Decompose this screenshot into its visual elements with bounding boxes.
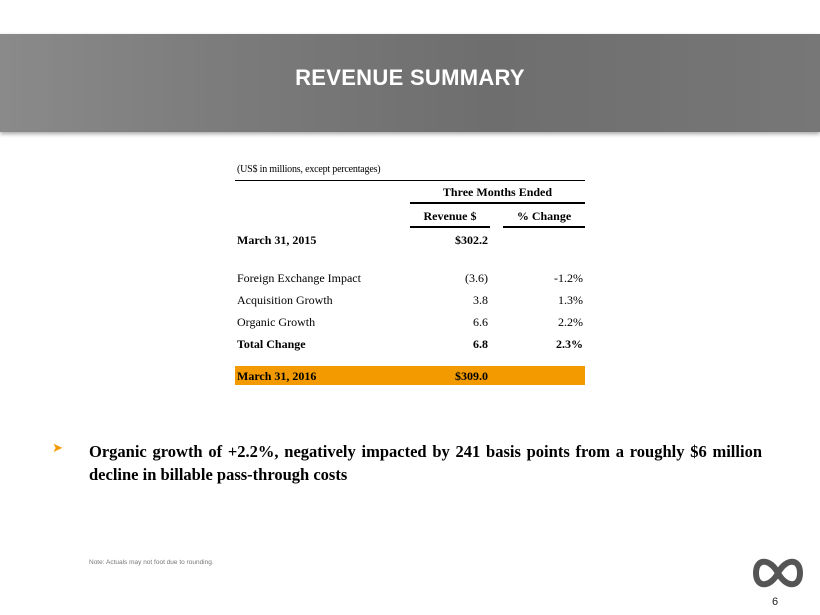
footnote: Note: Actuals may not foot due to rounding. xyxy=(89,559,214,566)
row-revenue: (3.6) xyxy=(465,271,488,285)
row-label: Total Change xyxy=(237,337,306,351)
three-months-ended-header: Three Months Ended xyxy=(410,185,585,204)
row-pct: 2.3% xyxy=(556,337,583,351)
row-label: March 31, 2016 xyxy=(237,369,317,383)
table-column-headers xyxy=(235,203,585,229)
row-label: Organic Growth xyxy=(237,315,316,329)
row-pct: -1.2% xyxy=(554,271,583,285)
row-revenue: 6.6 xyxy=(473,315,488,329)
table-row xyxy=(235,289,585,311)
arrow-bullet-icon: ➤ xyxy=(52,441,63,456)
row-label: Acquisition Growth xyxy=(237,293,333,307)
revenue-column-header: Revenue $ xyxy=(410,209,490,228)
row-pct: 2.2% xyxy=(558,315,583,329)
bullet-text: Organic growth of +2.2%, negatively impacted by 241 basis points from a roughly $6 million decline in billable pass-through costs xyxy=(89,442,762,484)
infinity-logo-icon xyxy=(748,548,808,598)
table-row xyxy=(235,333,585,355)
row-label: March 31, 2015 xyxy=(237,233,317,247)
page-number: 6 xyxy=(772,596,779,608)
table-row xyxy=(235,311,585,333)
revenue-table xyxy=(235,160,585,385)
row-pct: 1.3% xyxy=(558,293,583,307)
title-banner xyxy=(0,34,820,132)
table-row xyxy=(235,267,585,289)
row-revenue: 6.8 xyxy=(473,337,488,351)
table-row xyxy=(235,229,585,259)
row-label: Foreign Exchange Impact xyxy=(237,271,361,285)
pct-change-column-header: % Change xyxy=(503,209,585,228)
table-group-header xyxy=(235,181,585,203)
slide-title: REVENUE SUMMARY xyxy=(295,65,525,90)
table-row-highlighted xyxy=(235,366,585,385)
row-revenue: 3.8 xyxy=(473,293,488,307)
row-revenue: $302.2 xyxy=(455,233,488,247)
units-note: (US$ in millions, except percentages) xyxy=(235,160,585,181)
row-revenue: $309.0 xyxy=(455,369,488,383)
